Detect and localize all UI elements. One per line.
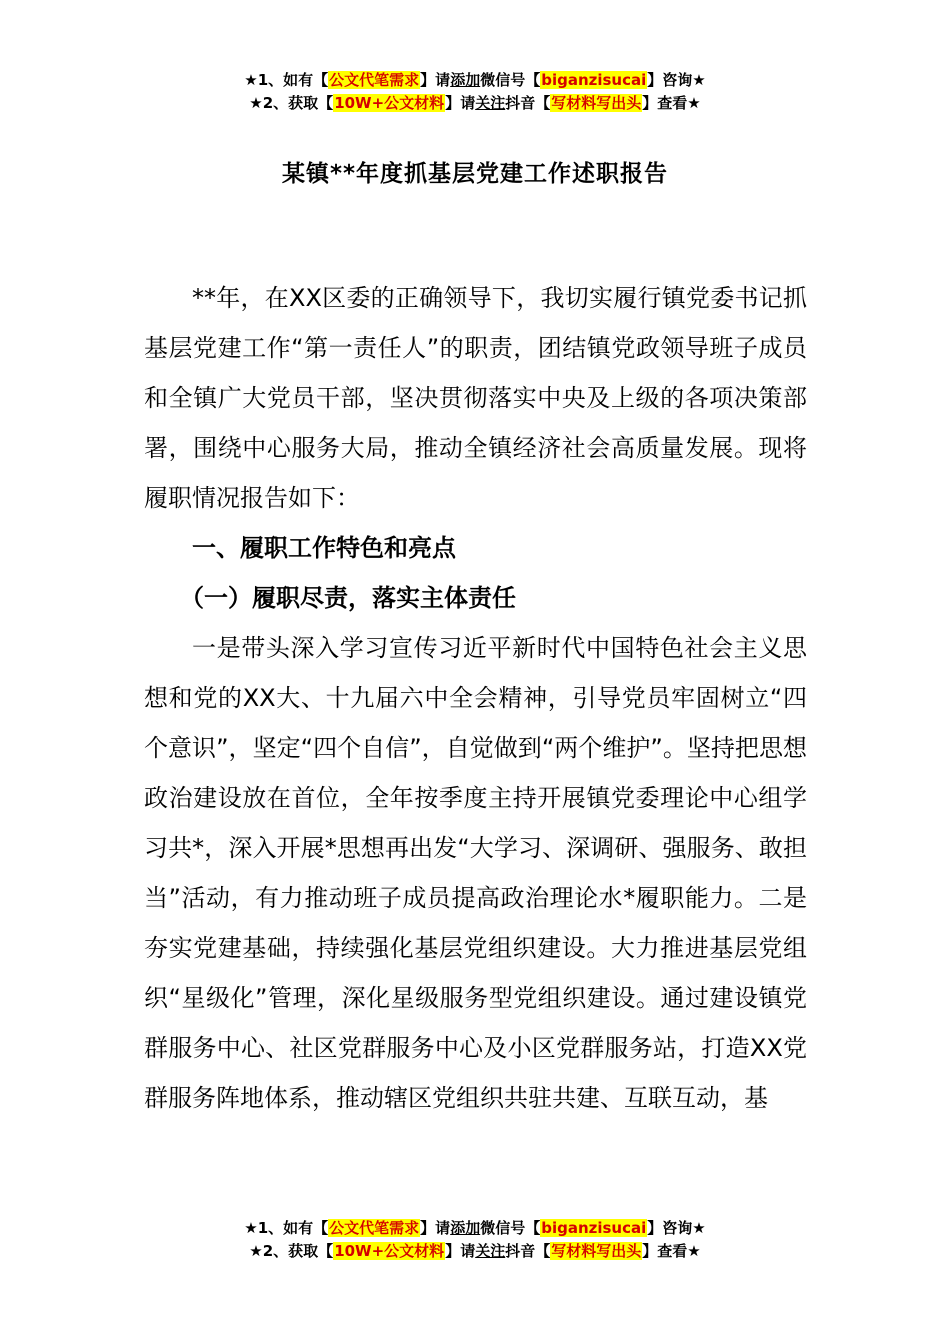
promo-line-2-underline: 关注 (475, 1242, 506, 1260)
promo-line-1 (0, 69, 950, 92)
promo-line-2-text-2: 抖音【 (505, 94, 551, 112)
promo-line-1 (0, 1217, 950, 1240)
promo-line-1-suffix: 】咨询★ (647, 1219, 706, 1237)
document-body (144, 273, 807, 1123)
promo-banner-bottom (0, 1217, 950, 1263)
subsection-heading: （一）履职尽责，落实主体责任 (180, 584, 516, 612)
promo-line-2-highlight-materials: 10W+公文材料 (334, 1242, 445, 1260)
promo-line-2-text-2: 抖音【 (505, 1242, 551, 1260)
promo-line-2-text: 】请 (445, 1242, 476, 1260)
promo-line-2-text: 】请 (445, 94, 476, 112)
promo-line-1-highlight-wechat: biganzisucai (541, 1219, 647, 1237)
promo-line-1-underline: 添加 (450, 1219, 481, 1237)
intro-paragraph: **年，在XX区委的正确领导下，我切实履行镇党委书记抓基层党建工作“第一责任人”的职责，团结镇党政领导班子成员和全镇广大党员干部，坚决贯彻落实中央及上级的各项决策部署，围绕中心服务大局，推动全镇经济社会高质量发展。现将履职情况报告如下： (144, 284, 807, 512)
promo-line-2-highlight-douyin: 写材料写出头 (551, 94, 642, 112)
body-paragraph: 一是带头深入学习宣传习近平新时代中国特色社会主义思想和党的XX大、十九届六中全会精神，引导党员牢固树立“四个意识”，坚定“四个自信”，自觉做到“两个维护”。坚持把思想政治建设放在首位，全年按季度主持开展镇党委理论中心组学习共*，深入开展*思想再出发“大学习、深调研、强服务、敢担当”活动，有力推动班子成员提高政治理论水*履职能力。二是夯实党建基础，持续强化基层党组织建设。大力推进基层党组织“星级化”管理，深化星级服务型党组织建设。通过建设镇党群服务中心、社区党群服务中心及小区党群服务站，打造XX党群服务阵地体系，推动辖区党组织共驻共建、互联互动，基 (144, 634, 807, 1112)
promo-line-1-underline: 添加 (450, 71, 481, 89)
promo-line-1-text: 】请 (420, 1219, 451, 1237)
promo-line-1-highlight-service: 公文代笔需求 (329, 1219, 420, 1237)
promo-line-2-suffix: 】查看★ (642, 94, 701, 112)
promo-line-2-prefix: ★2、获取【 (249, 94, 334, 112)
promo-banner-top (0, 69, 950, 115)
promo-line-1-prefix: ★1、如有【 (244, 1219, 329, 1237)
promo-line-1-highlight-wechat: biganzisucai (541, 71, 647, 89)
promo-line-2-suffix: 】查看★ (642, 1242, 701, 1260)
promo-line-1-text-2: 微信号【 (480, 71, 541, 89)
promo-line-2-underline: 关注 (475, 94, 506, 112)
document-title: 某镇**年度抓基层党建工作述职报告 (281, 161, 669, 187)
promo-line-1-prefix: ★1、如有【 (244, 71, 329, 89)
section-heading: 一、履职工作特色和亮点 (192, 534, 456, 562)
promo-line-1-text: 】请 (420, 71, 451, 89)
promo-line-1-highlight-service: 公文代笔需求 (329, 71, 420, 89)
promo-line-1-suffix: 】咨询★ (647, 71, 706, 89)
promo-line-2-prefix: ★2、获取【 (249, 1242, 334, 1260)
promo-line-1-text-2: 微信号【 (480, 1219, 541, 1237)
promo-line-2-highlight-materials: 10W+公文材料 (334, 94, 445, 112)
promo-line-2 (0, 1240, 950, 1263)
promo-line-2 (0, 92, 950, 115)
promo-line-2-highlight-douyin: 写材料写出头 (551, 1242, 642, 1260)
